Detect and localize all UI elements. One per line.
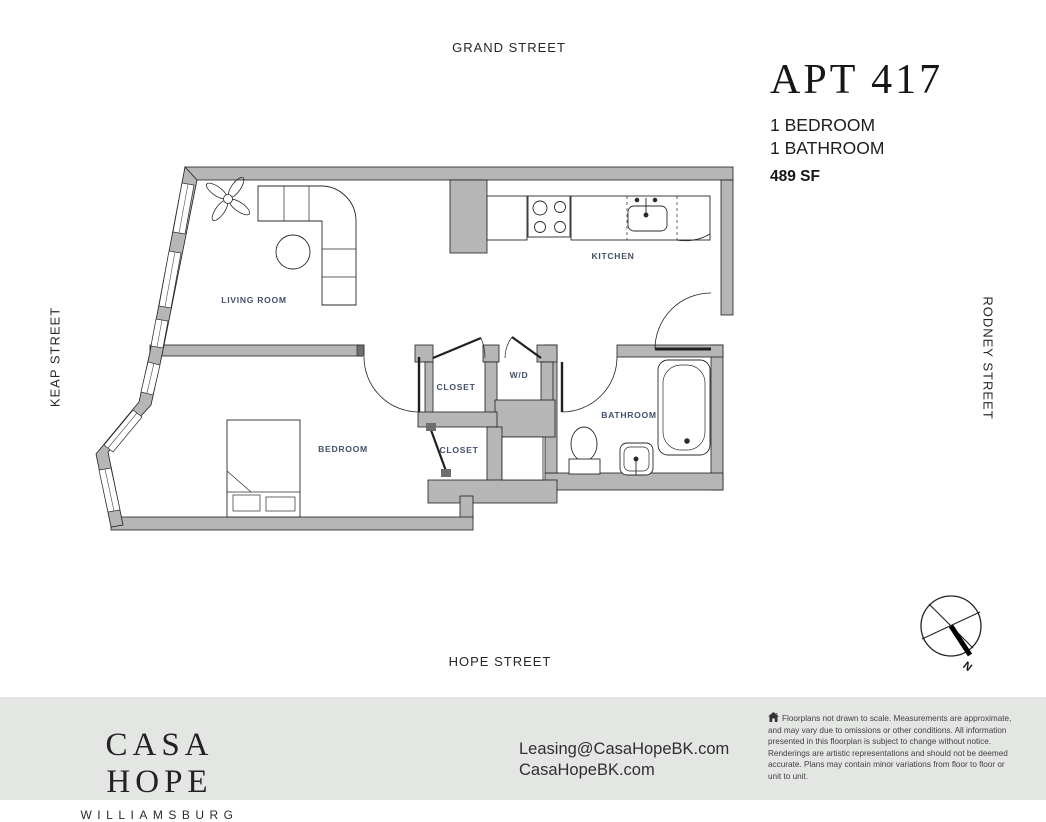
coffee-table-icon [276,235,310,269]
house-icon [768,712,779,722]
wall-kitchen-pier [450,180,487,253]
kitchen-fixtures [487,196,710,241]
wall-post [537,345,557,362]
wall-right-lower [711,345,723,490]
brand-name: CASA HOPE [105,727,214,800]
wall-end-cap [357,345,364,356]
faucet-dot [653,198,657,202]
wd-door-swing [505,337,512,358]
wall-closet-left [425,362,433,415]
brand-location: WILLIAMSBURG [80,808,239,822]
footer-band [0,697,1046,822]
wall-wd-right [541,362,553,403]
bedroom-furniture [227,420,300,517]
burner-icon [535,222,546,233]
shaft-void [502,437,543,480]
ceiling-fan-icon [204,175,252,223]
entry-door-swing [655,293,711,349]
wall-top [185,167,733,180]
bedroom-door-swing [364,357,419,412]
room-label-closet-upper: CLOSET [436,382,476,392]
street-label-keap: KEAP STREET [47,306,63,408]
faucet-dot [635,198,639,202]
bathroom-door-swing [562,357,617,412]
faucet-dot [644,213,648,217]
apartment-title: APT 417 [770,57,944,103]
wall-right-upper [721,180,733,315]
toilet-tank [569,459,600,474]
room-label-closet-lower: CLOSET [439,445,479,455]
door-jamb [426,423,436,431]
wall-chase [495,400,555,437]
disclaimer-text: Floorplans not drawn to scale. Measurements are approximate, and may vary due to omissions or other conditions. All information presented in this floorplan is subject to change without notice. Renderings are artistic representations and should not be deemed accurate. Plans may contain minor variations from floor to floor or unit to unit. [768,714,1012,781]
closet-door-leaf [433,338,481,358]
street-label-rodney: RODNEY STREET [980,296,996,420]
bedroom-count: 1 BEDROOM [770,115,876,135]
pillow-icon [266,497,295,511]
room-label-bathroom: BATHROOM [601,410,657,420]
bathroom-count: 1 BATHROOM [770,138,885,158]
burner-icon [555,222,566,233]
wall-post [415,345,433,362]
room-label-living: LIVING ROOM [221,295,287,305]
room-label-wd: W/D [509,370,529,380]
door-jamb [441,469,451,477]
wall-room-divider [150,345,364,356]
toilet-icon [571,427,597,461]
compass [921,596,981,674]
square-footage: 489 SF [770,168,820,185]
compass-needle [951,626,970,655]
contact-block [519,739,729,781]
burner-icon [555,202,566,213]
wall-bathroom-bottom [545,473,723,490]
website-url: CasaHopeBK.com [519,761,655,779]
compass-north-label: N [960,659,975,674]
drain-dot [685,439,690,444]
wall-step [460,496,473,520]
brand-logo [52,727,267,822]
street-label-grand: GRAND STREET [452,40,566,55]
disclaimer-block [768,712,1020,783]
wall-closet2-bottom [428,480,557,503]
wall-post [483,345,499,362]
pillow-icon [233,495,260,511]
wall-bathroom-top [617,345,723,357]
kitchen-sink-icon [628,206,667,231]
wall-bedroom-bottom [111,517,473,530]
room-label-kitchen: KITCHEN [591,251,635,261]
room-label-bedroom: BEDROOM [318,444,368,454]
leasing-email: Leasing@CasaHopeBK.com [519,740,730,758]
street-label-hope: HOPE STREET [448,654,552,669]
fridge-icon [487,196,527,240]
burner-icon [533,201,547,215]
living-furniture [204,175,356,305]
